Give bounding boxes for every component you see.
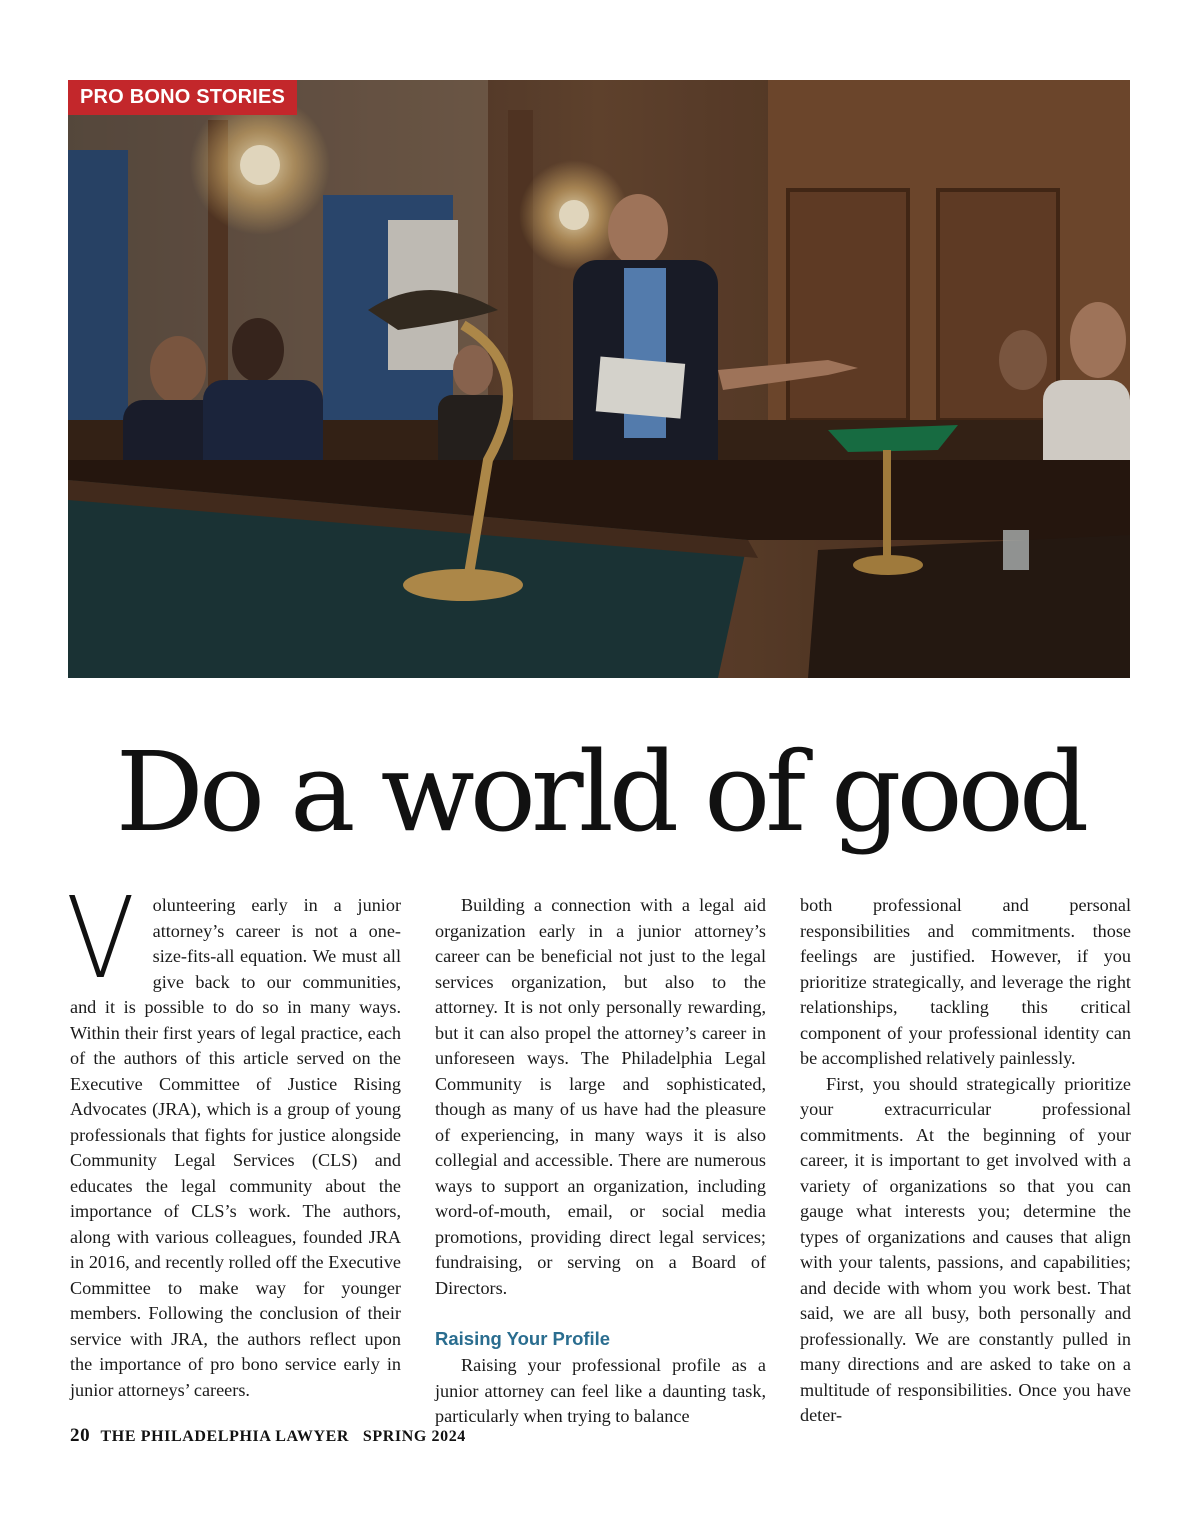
body-paragraph: Building a connection with a legal aid organization early in a junior attorney’s career can be beneficial not just to the legal services organization, but also to the attorney. It is not only personally rewarding, but it can also propel the attorney’s career in unforeseen ways. The Philadelphia Legal Community is large and sophisticated, though as many of us have had the pleasure of experiencing, in many ways it is also collegial and accessible. There are numerous ways to support an organization, including word-of-mouth, email, or social media promotions, providing direct legal services; fundraising, or serving on a Board of Directors. (435, 895, 766, 1298)
body-paragraph: Raising your professional profile as a junior attorney can feel like a daunting task, particularly when trying to balance (435, 1355, 766, 1426)
drop-cap: V (66, 874, 135, 1004)
body-paragraph: both professional and personal responsibilities and commitments. those feelings are justified. However, if you prioritize strategically, and leverage the right relationships, tackling this critical component of your professional identity can be accomplished relatively painlessly. (800, 895, 1131, 1068)
intro-text: olunteering early in a junior attorney’s career is not a one-size-fits-all equation. We must all give back to our communities, and it is possible to do so in many ways. Within their first years of legal practice, each of the authors of this article served on the Executive Committee of Justice Rising Advocates (JRA), which is a group of young professionals that fights for justice alongside Community Legal Services (CLS) and educates the legal community about the importance of CLS’s work. The authors, along with various colleagues, founded JRA in 2016, and recently rolled off the Executive Committee to make way for younger members. Following the conclusion of their service with JRA, the authors reflect upon the importance of pro bono service early in junior attorneys’ careers. (70, 895, 401, 1400)
issue-label: SPRING 2024 (362, 1428, 466, 1445)
intro-paragraph (66, 874, 401, 1403)
hero-photo-courtroom (68, 80, 1130, 678)
article-column-3 (800, 893, 1131, 1429)
page-number: 20 (70, 1425, 91, 1446)
subhead-raising-your-profile: Raising Your Profile (435, 1328, 611, 1349)
article-column-1 (66, 874, 401, 1403)
article-column-2 (435, 893, 766, 1430)
page-footer (70, 1425, 466, 1447)
publication-name: THE PHILADELPHIA LAWYER (100, 1428, 350, 1445)
body-paragraph: First, you should strategically prioritize your extracurricular professional commitments. At the beginning of your career, it is important to get involved with a variety of organizations so that you can gauge what interests you; determine the types of organizations and causes that align with your talents, passions, and capabilities; and decide with whom you work best. That said, we are all busy, both personally and professionally. We are constantly pulled in many directions and are asked to take on a multitude of responsibilities. Once you have deter- (800, 1073, 1131, 1425)
headline: Do a world of good (115, 728, 1085, 856)
section-tag: PRO BONO STORIES (68, 80, 297, 115)
